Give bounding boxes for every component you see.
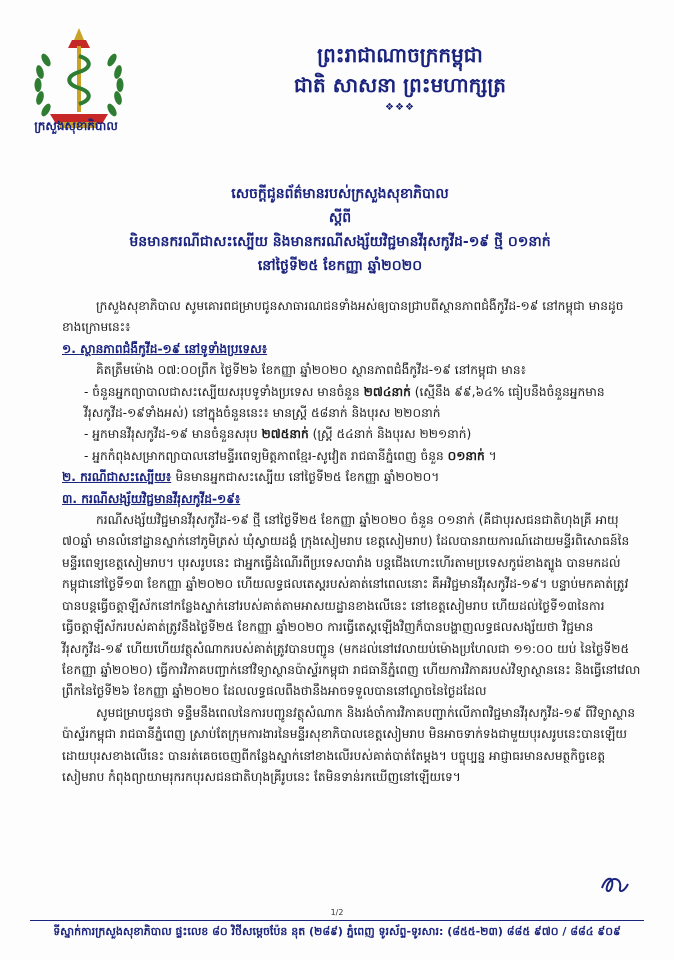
section-1-label: ១. ស្ថានភាពជំងឺកូវីដ-១៩ នៅទូទាំងប្រទេស៖ (62, 341, 268, 356)
intro-paragraph: ក្រសួងសុខាភិបាល សូមគោរពជម្រាបជូនសាធារណជនទាំងអស់ឲ្យបានជ្រាបពីស្ថានភាពជំងឺកូវីដ-១៩ នៅកម្ពុជា មានដូចខាងក្រោមនេះ៖ (62, 299, 624, 335)
page-number: 1/2 (330, 908, 344, 917)
title-line-2: ស្ដីពី (328, 210, 352, 226)
section-1-bullet-recovered (62, 382, 642, 425)
ministry-name: ក្រសួងសុខាភិបាល (34, 119, 118, 133)
footer-divider (30, 920, 644, 921)
section-3-heading (62, 489, 642, 510)
document-title-block (40, 182, 640, 278)
section-1-heading (62, 339, 642, 360)
kingdom-heading: ព្រះរាជាណាចក្រកម្ពុជា (317, 43, 483, 67)
bullet-text: - ចំនួនអ្នកព្យាបាលជាសះស្បើយសរុបទូទាំងប្រទេស មានចំនួន (84, 384, 360, 399)
section-3-paragraph-1: ករណីសង្ស័យវិជ្ជមានវីរុសកូវីដ-១៩ ថ្មី នៅថ្ងៃទី២៥ ខែកញ្ញា ឆ្នាំ២០២០ ចំនួន ០១នាក់ (គឺជាបុរសជនជាតិហុងគ្រី អាយុ ៧០ឆ្នាំ មានលំនៅដ្ឋានស្នាក់នៅភូមិត្រស់ ឃុំស្វាយដង្គំ ក្រុងសៀមរាប ខេត្តសៀមរាប) ដែលបានរាយការណ៍ដោយមន្ទីរពិសោធន៍នៃមន្ទីរពេទ្យខេត្តសៀមរាប។ បុរសរូបនេះ ជាអ្នកធ្វើដំណើរពីប្រទេសបារាំង បន្តជើងហោះហើរតាមប្រទេសកូរ៉េខាងត្បូង បានមកដល់កម្ពុជានៅថ្ងៃទី១៣ ខែកញ្ញា ឆ្នាំ២០២០ ហើយលទ្ធផលតេស្តរបស់គាត់នៅពេលនោះ គឺអវិជ្ជមានវីរុសកូវីដ-១៩។ បន្ទាប់មកគាត់ត្រូវបានបន្តធ្វើចត្តាឡីស័កនៅកន្លែងស្នាក់នៅរបស់គាត់តាមអាសយដ្ឋានខាងលើនេះ នៅខេត្តសៀមរាប ហើយដល់ថ្ងៃទី១៣នៃការធ្វើចត្តាឡីស័ករបស់គាត់ត្រូវនឹងថ្ងៃទី២៥ ខែកញ្ញា ឆ្នាំ២០២០ ការធ្វើតេស្តឡើងវិញក៏បានបង្ហាញលទ្ធផលសង្ស័យថា វិជ្ជមានវីរុសកូវីដ-១៩ ហើយហើយវត្ថុសំណាករបស់គាត់ត្រូវបានបញ្ជូន (មកដល់នៅវេលាយប់ម៉ោងប្រហែលជា ១១:០០ យប់ នៃថ្ងៃទី២៥ ខែកញ្ញា ឆ្នាំ២០២០) ធ្វើការវិភាគបញ្ជាក់នៅវិទ្យាស្ថានប៉ាស្ទ័រកម្ពុជា រាជធានីភ្នំពេញ ហើយការវិភាគរបស់វិទ្យាស្ថាននេះ និងធ្វើនៅវេលាព្រឹកនៃថ្ងៃទី២៦ ខែកញ្ញា ឆ្នាំ២០២០ ដែលលទ្ធផលពឹងថានឹងអាចទទួលបាននៅល្ងាចនៃថ្ងៃដដែល (62, 513, 641, 699)
ornament-divider: ❖❖❖ (385, 102, 415, 113)
bullet-text: - អ្នកកំពុងសម្រាកព្យាបាលនៅមន្ទីរពេទ្យមិត្តភាពខ្មែរ-សូវៀត រាជធានីភ្នំពេញ ចំនួន (84, 448, 444, 463)
bullet-count: ២៧៥នាក់ (261, 427, 309, 442)
bullet-count: ០១នាក់ (447, 448, 485, 463)
signature-mark (598, 870, 632, 898)
bullet-count: ២៧៤នាក់ (363, 384, 411, 399)
document-body (62, 296, 642, 788)
title-date: នៅថ្ងៃទី២៥ ខែកញ្ញា ឆ្នាំ២០២០ (257, 258, 423, 274)
section-2-heading (62, 467, 642, 488)
title-line-1: សេចក្ដីជូនព័ត៌មានរបស់ក្រសួងសុខាភិបាល (231, 186, 449, 202)
title-line-3: មិនមានករណីជាសះស្បើយ និងមានករណីសង្ស័យវិជ្ជមានវីរុសកូវីដ-១៩ ថ្មី ០១នាក់ (129, 234, 551, 250)
footer-address: ទីស្នាក់ការក្រសួងសុខាភិបាល ផ្ទះលេខ ៨០ វិថីសម្ដេចប៉ែន នុត (២៨៩) ភ្នំពេញ ទូរស័ព្ទ-ទូរសារ: (៨៥៥-២៣) ៨៨៥ ៩៧០ / ៨៨៤ ៩០៩ (53, 925, 621, 938)
section-2-text: មិនមានអ្នកជាសះស្បើយ នៅថ្ងៃទី២៥ ខែកញ្ញា ឆ្នាំ២០២០។ (175, 470, 440, 485)
section-3-paragraph-2: សូមជម្រាបជូនថា ទន្ទឹមនឹងពេលនៃការបញ្ជូនវត្ថុសំណាក និងរង់ចាំការវិភាគបញ្ជាក់លើភាពវិជ្ជមានវីរុសកូវីដ-១៩ ពីវិទ្យាស្ថានប៉ាស្ទ័រកម្ពុជា រាជធានីភ្នំពេញ ស្រាប់តែក្រុមការងារនៃមន្ទីរសុខាភិបាលខេត្តសៀមរាប មិនអាចទាក់ទងជាមួយបុរសរូបនេះបានឡើយ ដោយបុរសខាងលើនេះ បានរត់គេចចេញពីកន្លែងស្នាក់នៅខាងលើរបស់គាត់បាត់តែម្ដង។ បច្ចុប្បន្ន អាជ្ញាធរមានសមត្ថកិច្ចខេត្តសៀមរាប កំពុងព្យាយាមរុករកបុរសជនជាតិហុងគ្រីរូបនេះ តែមិនទាន់រកឃើញនៅឡើយទេ។ (62, 705, 636, 784)
section-3-label: ៣. ករណីសង្ស័យវិជ្ជមានវីរុសកូវីដ-១៩៖ (62, 491, 241, 506)
bullet-text: (ស្មើនឹង ៩៩,៦៤% ធៀបនឹងចំនួនអ្នកមានវីរុសកូវីដ-១៩ទាំងអស់) នៅក្នុងចំនួននេះ៖ មានស្ត្រី ៥៨នាក់ និងបុរស ២២០នាក់ (84, 384, 605, 421)
bullet-text: ។ (488, 448, 497, 463)
section-1-lead: គិតត្រឹមម៉ោង ០៧:០០ព្រឹក ថ្ងៃទី២៦ ខែកញ្ញា ឆ្នាំ២០២០ ស្ថានភាពជំងឺកូវីដ-១៩ នៅកម្ពុជា មាន៖ (96, 363, 526, 378)
bullet-text: (ស្ត្រី ៥៤នាក់ និងបុរស ២២១នាក់) (312, 427, 472, 442)
section-1-bullet-hospitalized (62, 446, 642, 467)
section-2-label: ២. ករណីជាសះស្បើយ៖ (62, 470, 172, 485)
section-1-bullet-total (62, 424, 642, 445)
national-motto: ជាតិ សាសនា ព្រះមហាក្សត្រ (294, 73, 506, 97)
bullet-text: - អ្នកមានវីរុសកូវីដ-១៩ មានចំនួនសរុប (84, 427, 258, 442)
